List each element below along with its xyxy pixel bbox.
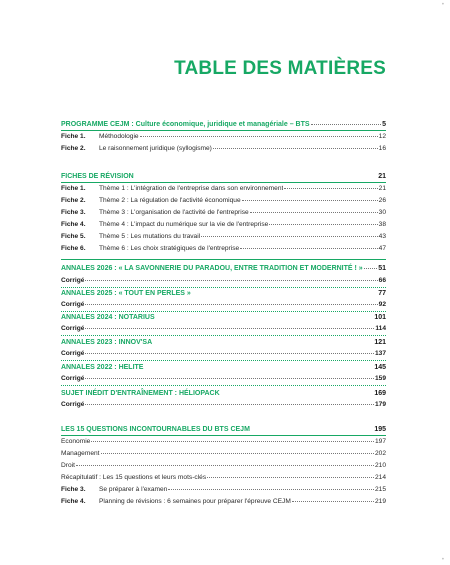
section-label: FICHES DE RÉVISION — [61, 173, 134, 180]
fiche-number: Fiche 2. — [61, 145, 86, 152]
leader-dots — [269, 223, 377, 225]
leader-dots — [101, 452, 374, 454]
toc-row[interactable] — [61, 498, 386, 505]
toc-row-corrige[interactable] — [61, 350, 386, 357]
toc-row[interactable] — [61, 209, 386, 216]
spacer — [221, 392, 374, 394]
row-label: Économie — [61, 438, 91, 445]
section-rule — [61, 182, 386, 183]
leader-dots — [201, 235, 378, 237]
leader-dots — [76, 464, 374, 466]
section-page: 101 — [374, 314, 386, 321]
row-page: 214 — [374, 474, 386, 481]
spacer — [156, 316, 374, 318]
row-page: 92 — [378, 301, 386, 308]
fiche-number: Fiche 5. — [61, 233, 86, 240]
section-page: 5 — [382, 121, 386, 128]
section-rule — [61, 259, 386, 260]
row-page: 38 — [378, 221, 386, 228]
toc-row[interactable] — [61, 438, 386, 445]
leader-dots — [240, 247, 377, 249]
row-page: 16 — [378, 145, 386, 152]
toc-row-corrige[interactable] — [61, 301, 386, 308]
toc-row[interactable] — [61, 474, 386, 481]
row-label: Planning de révisions : 6 semaines pour préparer l'épreuve CEJM — [99, 498, 291, 505]
row-page: 197 — [374, 438, 386, 445]
row-page: 66 — [378, 277, 386, 284]
leader-dots — [250, 211, 378, 213]
toc-section-annales[interactable] — [61, 265, 386, 272]
leader-dots — [85, 403, 374, 405]
row-label: Se préparer à l'examen — [99, 486, 168, 493]
row-page: 137 — [374, 350, 386, 357]
fiche-number: Fiche 3. — [61, 209, 86, 216]
row-page: 43 — [378, 233, 386, 240]
leader-dots — [85, 352, 374, 354]
section-page: 169 — [374, 390, 386, 397]
fiche-number: Fiche 4. — [61, 221, 86, 228]
toc-section-annales[interactable] — [61, 364, 386, 371]
row-page: 114 — [375, 325, 386, 332]
toc-section-questions[interactable] — [61, 426, 386, 433]
row-label: Thème 5 : Les mutations du travail — [99, 233, 201, 240]
toc-row-corrige[interactable] — [61, 375, 386, 382]
section-rule — [61, 311, 386, 312]
section-rule — [61, 335, 386, 336]
toc-section-revision[interactable] — [61, 173, 386, 180]
row-page: 21 — [378, 185, 386, 192]
section-page: 145 — [374, 364, 386, 371]
toc-row-corrige[interactable] — [61, 401, 386, 408]
corner-mark-bottom: • — [441, 557, 444, 563]
row-label: Le raisonnement juridique (syllogisme) — [99, 145, 212, 152]
fiche-number: Fiche 1. — [61, 185, 86, 192]
toc-row[interactable] — [61, 221, 386, 228]
section-page: 77 — [378, 290, 386, 297]
section-label: ANNALES 2025 : « TOUT EN PERLES » — [61, 290, 191, 297]
row-label: Thème 1 : L'intégration de l'entreprise dans son environnement — [99, 185, 284, 192]
row-label: Management — [61, 450, 100, 457]
fiche-number: Fiche 3. — [61, 486, 86, 493]
row-label: Thème 6 : Les choix stratégiques de l'entreprise — [99, 245, 240, 252]
toc-row[interactable] — [61, 197, 386, 204]
section-rule — [61, 435, 386, 436]
section-rule — [61, 287, 386, 288]
toc-row[interactable] — [61, 185, 386, 192]
leader-dots — [242, 199, 378, 201]
row-label: Thème 2 : La régulation de l'activité économique — [99, 197, 241, 204]
toc-section-annales[interactable] — [61, 339, 386, 346]
toc-row[interactable] — [61, 450, 386, 457]
toc-row[interactable] — [61, 145, 386, 152]
row-page: 12 — [378, 133, 386, 140]
fiche-number: Fiche 6. — [61, 245, 86, 252]
row-label: Corrigé — [61, 375, 85, 382]
leader-dots — [168, 488, 374, 490]
section-page: 121 — [374, 339, 386, 346]
row-label: Thème 3 : L'organisation de l'activité de l'entreprise — [99, 209, 249, 216]
section-label: ANNALES 2024 : NOTARIUS — [61, 314, 155, 321]
fiche-number: Fiche 2. — [61, 197, 86, 204]
spacer — [153, 341, 373, 343]
section-label: LES 15 QUESTIONS INCONTOURNABLES DU BTS CEJM — [61, 426, 250, 433]
section-rule — [61, 385, 386, 386]
toc-section-annales[interactable] — [61, 314, 386, 321]
row-label: Corrigé — [61, 401, 85, 408]
row-label: Corrigé — [61, 325, 85, 332]
section-label: SUJET INÉDIT D'ENTRAÎNEMENT : HÉLIOPACK — [61, 390, 220, 397]
section-page: 21 — [378, 173, 386, 180]
row-label: Corrigé — [61, 277, 85, 284]
row-page: 215 — [374, 486, 386, 493]
row-page: 26 — [378, 197, 386, 204]
row-label: Corrigé — [61, 301, 85, 308]
corner-mark-top: • — [441, 2, 444, 8]
section-page: 51 — [378, 265, 386, 272]
leader-dots — [292, 500, 374, 502]
toc-row[interactable] — [61, 245, 386, 252]
section-label: ANNALES 2026 : « LA SAVONNERIE DU PARADOU, ENTRE TRADITION ET MODERNITÉ ! » — [61, 265, 363, 272]
row-label: Droit — [61, 462, 75, 469]
toc-row-corrige[interactable] — [61, 325, 386, 332]
toc-row[interactable] — [61, 486, 386, 493]
section-rule — [61, 360, 386, 361]
section-label: ANNALES 2023 : INNOV'SA — [61, 339, 153, 346]
section-page: 195 — [374, 426, 386, 433]
leader-dots — [140, 135, 378, 137]
row-label: Méthodologie — [99, 133, 139, 140]
row-page: 202 — [374, 450, 386, 457]
leader-dots — [311, 123, 382, 125]
row-page: 159 — [374, 375, 386, 382]
toc-row-corrige[interactable] — [61, 277, 386, 284]
leader-dots — [91, 440, 374, 442]
spacer — [144, 366, 373, 368]
row-label: Récapitulatif : Les 15 questions et leurs mots-clés — [61, 474, 207, 481]
fiche-number: Fiche 1. — [61, 133, 86, 140]
leader-dots — [364, 267, 378, 269]
leader-dots — [213, 147, 378, 149]
row-page: 210 — [374, 462, 386, 469]
row-page: 179 — [374, 401, 386, 408]
fiche-number: Fiche 4. — [61, 498, 86, 505]
row-page: 219 — [374, 498, 386, 505]
row-page: 47 — [378, 245, 386, 252]
row-label: Corrigé — [61, 350, 85, 357]
leader-dots — [85, 377, 374, 379]
row-page: 30 — [378, 209, 386, 216]
page-title: TABLE DES MATIÈRES — [174, 58, 386, 79]
toc-row[interactable] — [61, 233, 386, 240]
toc-section-annales[interactable] — [61, 290, 386, 297]
leader-dots — [85, 327, 374, 329]
section-label: ANNALES 2022 : HELITE — [61, 364, 144, 371]
toc-row[interactable] — [61, 133, 386, 140]
toc-section-sujet-inedit[interactable] — [61, 390, 386, 397]
spacer — [135, 175, 377, 177]
section-label: PROGRAMME CEJM : Culture économique, juridique et managériale – BTS — [61, 121, 310, 128]
toc-row[interactable] — [61, 462, 386, 469]
spacer — [192, 292, 377, 294]
toc-section-programme[interactable] — [61, 121, 386, 128]
leader-dots — [85, 303, 377, 305]
spacer — [251, 428, 373, 430]
leader-dots — [284, 187, 377, 189]
section-rule — [61, 130, 386, 131]
row-label: Thème 4 : L'impact du numérique sur la vie de l'entreprise — [99, 221, 269, 228]
leader-dots — [207, 476, 374, 478]
leader-dots — [85, 279, 377, 281]
